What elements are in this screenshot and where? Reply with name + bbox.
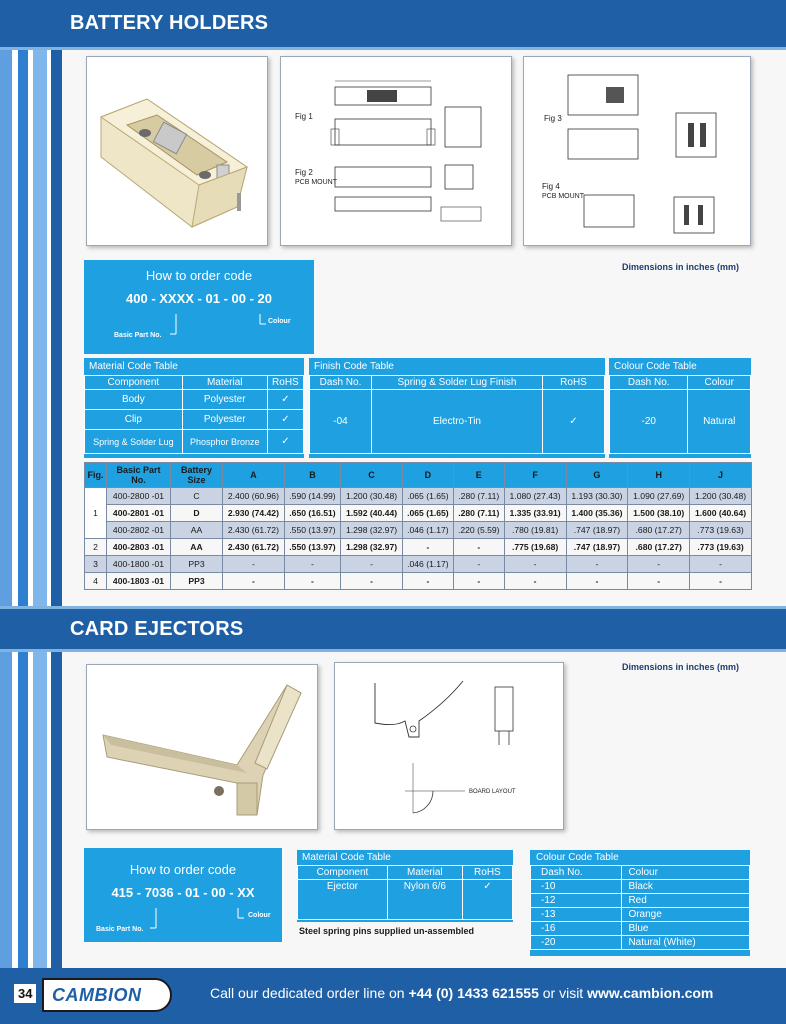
header-component: Component [298, 866, 388, 880]
cell: .550 (13.97) [284, 539, 340, 556]
card-ejector-photo [86, 664, 318, 830]
cell: 400-1800 -01 [107, 556, 171, 573]
cell: 400-2800 -01 [107, 488, 171, 505]
header-material: Material [387, 866, 462, 880]
cell: .280 (7.11) [453, 505, 504, 522]
header-dash-no: Dash No. [610, 376, 688, 390]
header-fig: Fig. [85, 463, 107, 488]
header-basic-part: Basic Part No. [107, 463, 171, 488]
fig-cell: 3 [85, 556, 107, 573]
cell: D [171, 505, 223, 522]
cell: 1.200 (30.48) [341, 488, 403, 505]
header-dash-no: Dash No. [531, 866, 622, 880]
cell: 1.080 (27.43) [504, 488, 566, 505]
cell: .773 (19.63) [690, 539, 752, 556]
colour-label: Colour [248, 912, 271, 919]
cell: Body [85, 390, 183, 410]
cell: .046 (1.17) [402, 556, 453, 573]
header-battery-size: Battery Size [171, 463, 223, 488]
cell: Phosphor Bronze [182, 430, 267, 454]
cell: 400-2803 -01 [107, 539, 171, 556]
basic-part-label: Basic Part No. [96, 926, 144, 933]
table-row [85, 505, 752, 522]
cell: .780 (19.81) [504, 522, 566, 539]
cell: Orange [622, 908, 750, 922]
cell: - [504, 573, 566, 590]
header-c: C [341, 463, 403, 488]
cell: - [402, 539, 453, 556]
cell: ✓ [462, 880, 512, 920]
cell: Red [622, 894, 750, 908]
cell: C [171, 488, 223, 505]
cell: - [341, 573, 403, 590]
fig4-label: Fig 4 [542, 182, 560, 191]
cell: 2.430 (61.72) [223, 522, 285, 539]
cell: Ejector [298, 880, 388, 920]
table-caption: Colour Code Table [536, 852, 619, 863]
fig3-label: Fig 3 [544, 114, 562, 123]
cell: 400-2801 -01 [107, 505, 171, 522]
colour-code-table-1 [609, 358, 751, 458]
cell: - [284, 556, 340, 573]
drawing-fig3-fig4 [523, 56, 751, 246]
how-to-order-box-1 [84, 260, 314, 354]
dimensions-note-2: Dimensions in inches (mm) [622, 662, 740, 672]
cell: - [566, 556, 628, 573]
how-to-order-box-2 [84, 848, 282, 942]
header-material: Material [182, 376, 267, 390]
cell: Clip [85, 410, 183, 430]
order-code: 415 - 7036 - 01 - 00 - XX [111, 885, 255, 900]
cell: - [690, 556, 752, 573]
order-title: How to order code [129, 862, 237, 877]
cell: .590 (14.99) [284, 488, 340, 505]
cell: 400-2802 -01 [107, 522, 171, 539]
cell: 1.592 (40.44) [341, 505, 403, 522]
header-rohs: RoHS [462, 866, 512, 880]
cell: .775 (19.68) [504, 539, 566, 556]
cell: .747 (18.97) [566, 522, 628, 539]
header-e: E [453, 463, 504, 488]
cell: Electro-Tin [372, 390, 543, 454]
cell: .065 (1.65) [402, 505, 453, 522]
footer [0, 968, 786, 1024]
steel-pins-note: Steel spring pins supplied un-assembled [299, 926, 475, 936]
cell: - [402, 573, 453, 590]
order-line-text [210, 985, 713, 1001]
cell: - [566, 573, 628, 590]
section-title: BATTERY HOLDERS [70, 12, 269, 34]
cambion-logo [42, 978, 172, 1012]
finish-code-table [309, 358, 605, 458]
cell: Black [622, 880, 750, 894]
cell: 1.298 (32.97) [341, 522, 403, 539]
header-colour: Colour [688, 376, 751, 390]
cell: - [628, 556, 690, 573]
cell: -16 [531, 922, 622, 936]
table-row [85, 573, 752, 590]
basic-part-label: Basic Part No. [114, 332, 162, 339]
cell: Natural (White) [622, 936, 750, 950]
battery-holder-photo [86, 56, 268, 246]
cell: Polyester [182, 390, 267, 410]
cell: 1.193 (30.30) [566, 488, 628, 505]
cell: Blue [622, 922, 750, 936]
side-stripes [0, 0, 62, 968]
call-prefix: Call our dedicated order line on [210, 985, 405, 1001]
table-caption: Colour Code Table [614, 361, 697, 372]
header-colour: Colour [622, 866, 750, 880]
cell: -20 [531, 936, 622, 950]
table-caption: Material Code Table [89, 361, 178, 372]
fig-cell: 2 [85, 539, 107, 556]
order-code: 400 - XXXX - 01 - 00 - 20 [126, 291, 272, 306]
cell: .747 (18.97) [566, 539, 628, 556]
header-d: D [402, 463, 453, 488]
header-j: J [690, 463, 752, 488]
cell: - [690, 573, 752, 590]
colour-code-table-2 [530, 850, 750, 956]
cell: .773 (19.63) [690, 522, 752, 539]
header-rohs: RoHS [543, 376, 605, 390]
cell: Nylon 6/6 [387, 880, 462, 920]
cell: .650 (16.51) [284, 505, 340, 522]
cell: .550 (13.97) [284, 522, 340, 539]
cell: -04 [310, 390, 372, 454]
card-ejectors-header [0, 606, 786, 652]
table-row [85, 522, 752, 539]
cell: - [453, 573, 504, 590]
cell: - [223, 573, 285, 590]
material-code-table-1 [84, 358, 304, 458]
cell: 1.400 (35.36) [566, 505, 628, 522]
card-ejector-drawing [334, 662, 564, 830]
brand-name: CAMBION [52, 985, 142, 1005]
table-row [85, 539, 752, 556]
cell: .065 (1.65) [402, 488, 453, 505]
cell: ✓ [267, 390, 303, 410]
fig-cell: 1 [85, 488, 107, 539]
cell: ✓ [267, 410, 303, 430]
cell: PP3 [171, 573, 223, 590]
header-a: A [223, 463, 285, 488]
fig1-label: Fig 1 [295, 112, 313, 121]
colour-label: Colour [268, 318, 291, 325]
cell: AA [171, 539, 223, 556]
cell: - [341, 556, 403, 573]
cell: Natural [688, 390, 751, 454]
page-number: 34 [14, 984, 36, 1003]
cell: 1.335 (33.91) [504, 505, 566, 522]
header-f: F [504, 463, 566, 488]
cell: 2.930 (74.42) [223, 505, 285, 522]
material-code-table-2 [297, 850, 513, 922]
header-rohs: RoHS [267, 376, 303, 390]
cell: 1.500 (38.10) [628, 505, 690, 522]
cell: AA [171, 522, 223, 539]
header-h: H [628, 463, 690, 488]
cell: .046 (1.17) [402, 522, 453, 539]
header-finish: Spring & Solder Lug Finish [372, 376, 543, 390]
cell: .680 (17.27) [628, 522, 690, 539]
dimensions-note-1: Dimensions in inches (mm) [622, 262, 740, 272]
battery-holders-header [0, 0, 786, 50]
fig-cell: 4 [85, 573, 107, 590]
section-title: CARD EJECTORS [70, 617, 244, 640]
website-link[interactable]: www.cambion.com [587, 985, 714, 1001]
header-dash-no: Dash No. [310, 376, 372, 390]
cell: - [504, 556, 566, 573]
cell: -10 [531, 880, 622, 894]
cell: .680 (17.27) [628, 539, 690, 556]
cell: - [453, 556, 504, 573]
cell: - [284, 573, 340, 590]
call-mid: or visit [542, 985, 584, 1001]
cell: 1.090 (27.69) [628, 488, 690, 505]
cell: .220 (5.59) [453, 522, 504, 539]
cell: - [453, 539, 504, 556]
cell: PP3 [171, 556, 223, 573]
cell: -20 [610, 390, 688, 454]
header-g: G [566, 463, 628, 488]
order-title: How to order code [145, 268, 253, 283]
fig2-label: Fig 2 [295, 168, 313, 177]
table-row [85, 556, 752, 573]
table-row [85, 488, 752, 505]
cell: - [628, 573, 690, 590]
cell: -12 [531, 894, 622, 908]
cell: 400-1803 -01 [107, 573, 171, 590]
cell: Polyester [182, 410, 267, 430]
fig4-sublabel: PCB MOUNT [542, 193, 584, 200]
cell: -13 [531, 908, 622, 922]
cell: ✓ [267, 430, 303, 454]
cell: Spring & Solder Lug [85, 430, 183, 454]
drawing-fig1-fig2 [280, 56, 512, 246]
battery-holder-dimensions-table [84, 462, 752, 590]
board-layout-label: BOARD LAYOUT [469, 789, 516, 795]
phone-number[interactable]: +44 (0) 1433 621555 [408, 985, 539, 1001]
fig2-sublabel: PCB MOUNT [295, 179, 337, 186]
table-caption: Material Code Table [302, 852, 391, 863]
cell: - [223, 556, 285, 573]
table-caption: Finish Code Table [314, 361, 394, 372]
cell: 1.200 (30.48) [690, 488, 752, 505]
cell: .280 (7.11) [453, 488, 504, 505]
header-b: B [284, 463, 340, 488]
header-component: Component [85, 376, 183, 390]
cell: 2.400 (60.96) [223, 488, 285, 505]
cell: 2.430 (61.72) [223, 539, 285, 556]
cell: 1.600 (40.64) [690, 505, 752, 522]
cell: 1.298 (32.97) [341, 539, 403, 556]
cell: ✓ [543, 390, 605, 454]
